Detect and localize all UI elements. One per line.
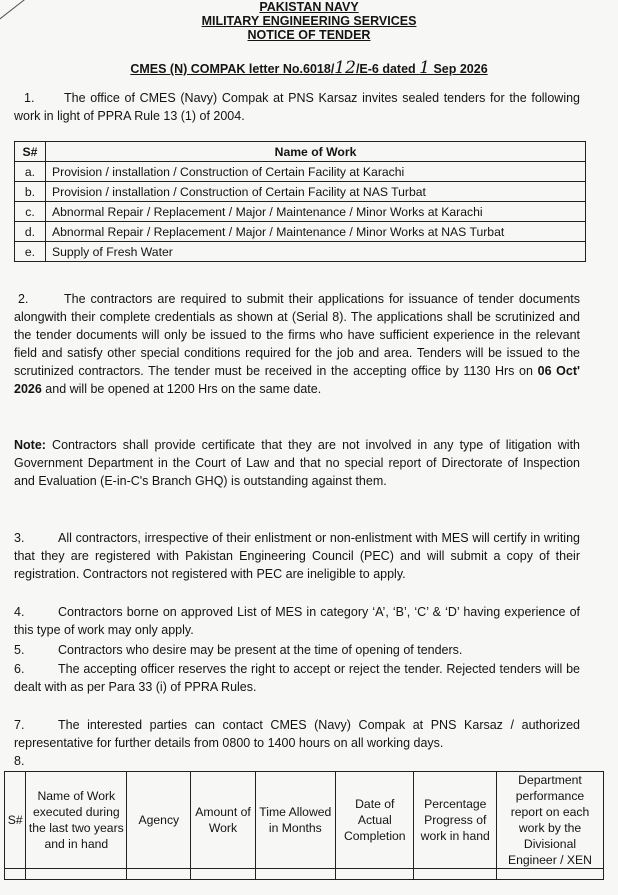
- paragraph-text: Contractors who desire may be present at the time of opening of tenders.: [58, 643, 463, 657]
- header-time-allowed: Time Allowed in Months: [255, 772, 335, 869]
- handwritten-day: 1: [419, 58, 430, 78]
- header-name-of-work: Name of Work executed during the last two years and in hand: [26, 772, 127, 869]
- paragraph-text: The office of CMES (Navy) Compak at PNS Karsaz invites sealed tenders for the following work in light of PPRA Rule 13 (1) of 2004.: [14, 91, 580, 123]
- empty-cell: [414, 869, 497, 880]
- table-row: [15, 202, 586, 222]
- empty-cell: [336, 869, 414, 880]
- experience-table: [4, 771, 604, 880]
- table-row: [15, 222, 586, 242]
- empty-cell: [496, 869, 603, 880]
- tender-date: 06 Oct' 2026: [14, 364, 580, 396]
- paragraph-text: The interested parties can contact CMES (Navy) Compak at PNS Karsaz / authorized representative for further details from 0800 to 1400 hours on all working days.: [14, 718, 580, 750]
- paragraph-7: [14, 716, 580, 752]
- header-agency: Agency: [127, 772, 191, 869]
- paragraph-number: 8.: [14, 754, 25, 768]
- paragraph-3: [14, 529, 580, 583]
- letter-ref-suffix: Sep 2026: [429, 62, 488, 76]
- dept-title: MILITARY ENGINEERING SERVICES: [201, 14, 417, 28]
- table-header-row: [15, 142, 586, 162]
- paragraph-2: [14, 290, 580, 398]
- empty-cell: [5, 869, 26, 880]
- handwritten-letter-number: 12: [334, 58, 356, 78]
- paragraph-number: 6.: [14, 662, 25, 676]
- header-progress: Percentage Progress of work in hand: [414, 772, 497, 869]
- paragraph-number: 1.: [24, 91, 35, 105]
- paragraph-4: [14, 603, 580, 639]
- empty-cell: [191, 869, 255, 880]
- paragraph-number: 4.: [14, 605, 25, 619]
- header-amount: Amount of Work: [191, 772, 255, 869]
- paragraph-text: Contractors borne on approved List of MES in category ‘A’, ‘B’, ‘C’ & ‘D’ having experience of this type of work may only apply.: [14, 605, 580, 637]
- note-paragraph: [14, 436, 580, 490]
- row-work: Provision / installation / Construction of Certain Facility at NAS Turbat: [46, 182, 586, 202]
- paragraph-5: [14, 641, 580, 659]
- empty-cell: [127, 869, 191, 880]
- row-work: Supply of Fresh Water: [46, 242, 586, 262]
- table-row: [15, 182, 586, 202]
- row-sn: a.: [15, 162, 46, 182]
- paragraph-6: [14, 660, 580, 696]
- paragraph-1: [14, 89, 580, 125]
- empty-cell: [255, 869, 335, 880]
- letter-ref-middle: /E-6 dated: [355, 62, 420, 76]
- letter-ref-prefix: CMES (N) COMPAK letter No.6018/: [130, 62, 335, 76]
- header-sn: S#: [5, 772, 26, 869]
- row-sn: b.: [15, 182, 46, 202]
- paragraph-8: [14, 752, 580, 770]
- letter-reference: [0, 58, 618, 78]
- paragraph-number: 3.: [14, 531, 25, 545]
- row-work: Abnormal Repair / Replacement / Major / Maintenance / Minor Works at NAS Turbat: [46, 222, 586, 242]
- header-performance-report: Department performance report on each work by the Divisional Engineer / XEN: [496, 772, 603, 869]
- notice-title: NOTICE OF TENDER: [247, 28, 371, 42]
- table-header-row: [5, 772, 604, 869]
- row-sn: c.: [15, 202, 46, 222]
- table-row: [15, 162, 586, 182]
- header-name-of-work: Name of Work: [46, 142, 586, 162]
- row-sn: e.: [15, 242, 46, 262]
- paragraph-text: The accepting officer reserves the right to accept or reject the tender. Rejected tenders will be dealt with as per Para 33 (i) of PPRA Rules.: [14, 662, 580, 694]
- note-text: Contractors shall provide certificate that they are not involved in any type of litigation with Government Department in the Court of Law and that no special report of Directorate of Inspection and Evaluation (E-in-C's Branch GHQ) is outstanding against them.: [14, 438, 580, 488]
- paragraph-text-end: and will be opened at 1200 Hrs on the same date.: [41, 382, 322, 396]
- header-sn: S#: [15, 142, 46, 162]
- table-row: [15, 242, 586, 262]
- empty-cell: [26, 869, 127, 880]
- note-label: Note:: [14, 438, 46, 452]
- header-completion-date: Date of Actual Completion: [336, 772, 414, 869]
- paragraph-number: 7.: [14, 718, 25, 732]
- org-title: PAKISTAN NAVY: [259, 0, 359, 14]
- table-row: [5, 869, 604, 880]
- notice-header: [0, 0, 618, 42]
- row-work: Provision / installation / Construction of Certain Facility at Karachi: [46, 162, 586, 182]
- row-work: Abnormal Repair / Replacement / Major / Maintenance / Minor Works at Karachi: [46, 202, 586, 222]
- paragraph-text: The contractors are required to submit their applications for issuance of tender documents alongwith their complete credentials as shown at (Serial 8). The applications shall be scrutinized and the tender documents will only be issued to the firms who have sufficient experience in the relevant field and satisfy other special conditions required for the job and area. Tenders will be issued to the scrutinized contractors. The tender must be received in the accepting office by 1130 Hrs on: [14, 292, 580, 378]
- works-table: [14, 141, 586, 262]
- row-sn: d.: [15, 222, 46, 242]
- paragraph-number: 2.: [18, 292, 29, 306]
- paragraph-text: All contractors, irrespective of their enlistment or non-enlistment with MES will certify in writing that they are registered with Pakistan Engineering Council (PEC) and will submit a copy of their registration. Contractors not registered with PEC are ineligible to apply.: [14, 531, 580, 581]
- paragraph-number: 5.: [14, 643, 25, 657]
